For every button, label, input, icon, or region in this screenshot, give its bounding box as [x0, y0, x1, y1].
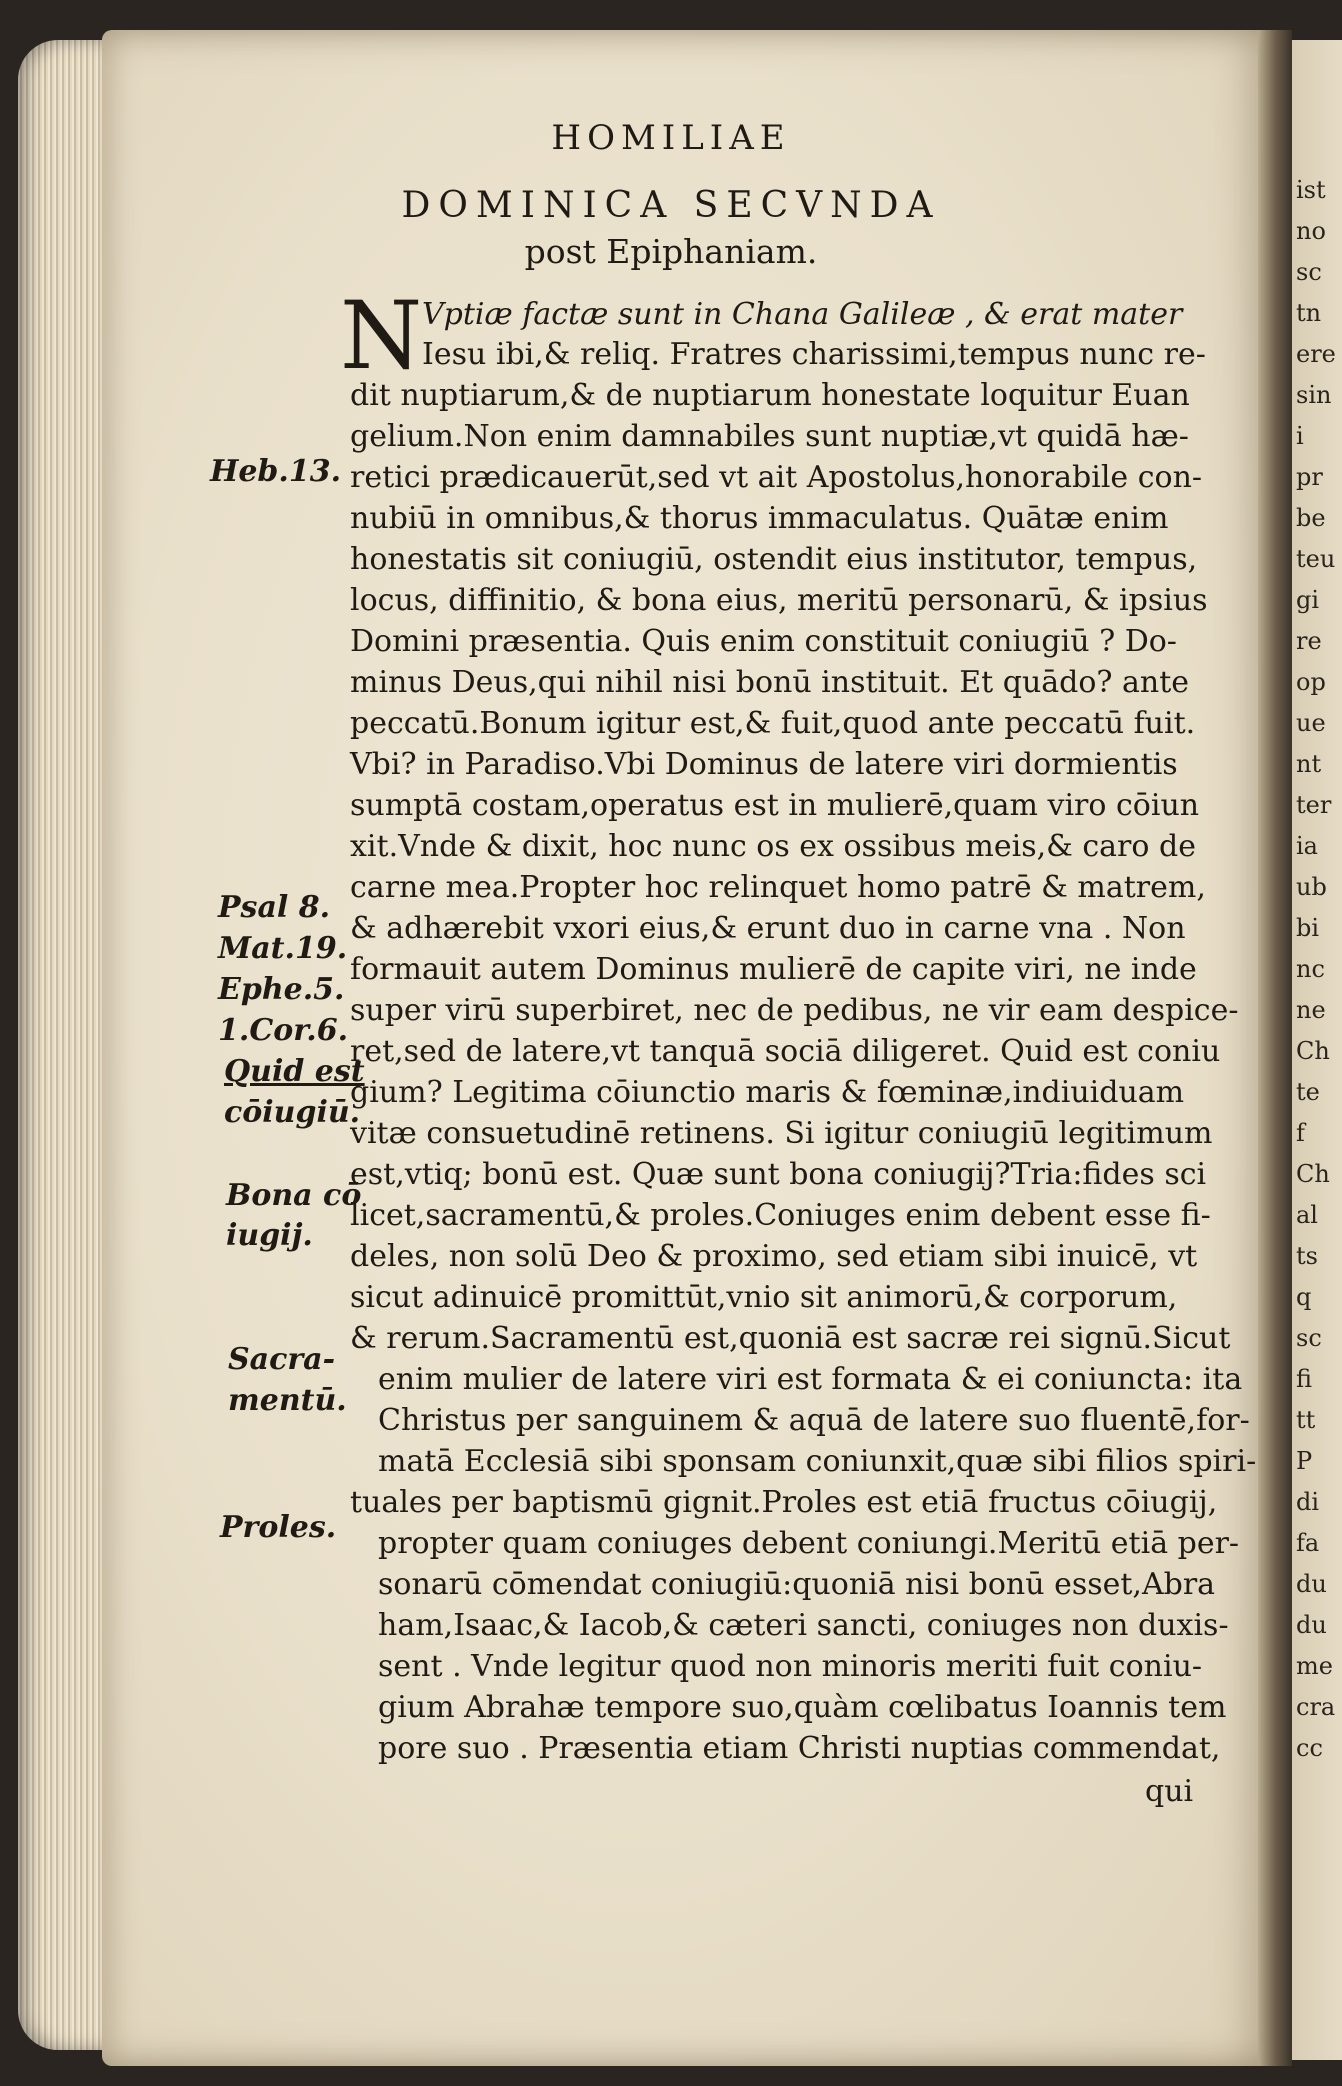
margin-note: cōiugiū.	[224, 1095, 361, 1130]
text-line: honestatis sit coniugiū, ostendit eius institutor, tempus,	[350, 542, 1198, 577]
facing-page-fragment: fi	[1296, 1365, 1313, 1393]
text-line: formauit autem Dominus mulierē de capite viri, ne inde	[350, 952, 1197, 987]
text-line: ret,sed de latere,vt tanquā sociā diligeret. Quid est coniu	[350, 1034, 1221, 1069]
facing-page-fragment: gi	[1296, 586, 1320, 614]
text-line: gelium.Non enim damnabiles sunt nuptiæ,vt quidā hæ-	[350, 419, 1189, 454]
facing-page-fragment: du	[1296, 1570, 1327, 1598]
facing-page-fragment: sin	[1296, 381, 1332, 409]
margin-note: mentū.	[228, 1383, 347, 1418]
text-line: est,vtiq; bonū est. Quæ sunt bona coniugij?Tria:fides sci	[350, 1157, 1207, 1192]
facing-page-fragment: me	[1296, 1652, 1333, 1680]
text-line: super virū superbiret, nec de pedibus, ne vir eam despice-	[350, 993, 1239, 1028]
facing-page-fragment: cc	[1296, 1734, 1323, 1762]
text-line: minus Deus,qui nihil nisi bonū instituit. Et quādo? ante	[350, 665, 1190, 700]
margin-note: Bona cō	[226, 1178, 362, 1213]
text-line: Vptiæ factæ sunt in Chana Galileæ , & erat mater	[422, 297, 1183, 332]
facing-page-fragment: sc	[1296, 258, 1322, 286]
book-gutter	[1258, 30, 1292, 2066]
margin-note: Heb.13.	[210, 454, 342, 489]
text-line: gium? Legitima cōiunctio maris & fœminæ,indiuiduam	[350, 1075, 1185, 1110]
facing-page-fragment: q	[1296, 1283, 1312, 1311]
margin-note: iugij.	[226, 1218, 313, 1253]
facing-page-fragment: Ch	[1296, 1037, 1330, 1065]
facing-page-fragment: op	[1296, 668, 1326, 696]
text-line: gium Abrahæ tempore suo,quàm cœlibatus Ioannis tem	[378, 1690, 1227, 1725]
facing-page-fragment: i	[1296, 422, 1304, 450]
facing-page-fragment: re	[1296, 627, 1322, 655]
text-line: carne mea.Propter hoc relinquet homo patrē & matrem,	[350, 870, 1206, 905]
text-line: sent . Vnde legitur quod non minoris meriti fuit coniu-	[378, 1649, 1203, 1684]
text-line: & adhærebit vxori eius,& erunt duo in carne vna . Non	[350, 911, 1186, 946]
text-line: peccatū.Bonum igitur est,& fuit,quod ante peccatū fuit.	[350, 706, 1196, 741]
facing-page-fragment: ist	[1296, 176, 1326, 204]
text-line: tuales per baptismū gignit.Proles est etiā fructus cōiugij,	[350, 1485, 1218, 1520]
text-line: dit nuptiarum,& de nuptiarum honestate loquitur Euan	[350, 378, 1190, 413]
facing-page-fragment: cra	[1296, 1693, 1336, 1721]
text-line: Domini præsentia. Quis enim constituit coniugiū ? Do-	[350, 624, 1177, 659]
margin-note: Sacra-	[228, 1342, 336, 1377]
text-line: Christus per sanguinem & aquā de latere suo fluentē,for-	[378, 1403, 1250, 1438]
facing-page-fragment: bi	[1296, 914, 1320, 942]
text-line: sonarū cōmendat coniugiū:quoniā nisi bonū esset,Abra	[378, 1567, 1216, 1602]
text-line: enim mulier de latere viri est formata & ei coniuncta: ita	[378, 1362, 1243, 1397]
text-line: retici prædicauerūt,sed vt ait Apostolus,honorabile con-	[350, 460, 1203, 495]
margin-note: Mat.19.	[218, 931, 348, 966]
drop-cap: N	[340, 282, 423, 391]
facing-page-fragment: ia	[1296, 832, 1318, 860]
facing-page-fragment: tt	[1296, 1406, 1316, 1434]
running-head: HOMILIAE	[551, 118, 791, 158]
facing-page-fragment: te	[1296, 1078, 1320, 1106]
facing-page-fragment: no	[1296, 217, 1326, 245]
margin-note: Psal 8.	[218, 890, 331, 925]
margin-note: Quid est	[224, 1054, 365, 1089]
facing-page-fragment: fa	[1296, 1529, 1320, 1557]
facing-page-fragment: f	[1296, 1119, 1305, 1147]
text-line: xit.Vnde & dixit, hoc nunc os ex ossibus meis,& caro de	[350, 829, 1196, 864]
catchword: qui	[1145, 1774, 1194, 1809]
text-line: Vbi? in Paradiso.Vbi Dominus de latere viri dormientis	[350, 747, 1178, 782]
text-line: locus, diffinitio, & bona eius, meritū personarū, & ipsius	[350, 583, 1208, 618]
facing-page-fragment: Ch	[1296, 1160, 1330, 1188]
text-line: & rerum.Sacramentū est,quoniā est sacræ rei signū.Sicut	[350, 1321, 1231, 1356]
facing-page-fragment: ue	[1296, 709, 1326, 737]
facing-page-fragment: al	[1296, 1201, 1318, 1229]
facing-page-fragment: nt	[1296, 750, 1322, 778]
facing-page-fragment: di	[1296, 1488, 1320, 1516]
margin-note: Proles.	[220, 1510, 337, 1545]
facing-page-fragment: pr	[1296, 463, 1323, 491]
text-line: licet,sacramentū,& proles.Coniuges enim debent esse fi-	[350, 1198, 1211, 1233]
text-line: vitæ consuetudinē retinens. Si igitur coniugiū legitimum	[350, 1116, 1213, 1151]
facing-page-fragment: nc	[1296, 955, 1325, 983]
facing-page-fragment: P	[1296, 1447, 1313, 1475]
facing-page-fragment: ub	[1296, 873, 1327, 901]
facing-page-fragment: ne	[1296, 996, 1326, 1024]
text-line: pore suo . Præsentia etiam Christi nuptias commendat,	[378, 1731, 1221, 1766]
text-line: propter quam coniuges debent coniungi.Meritū etiā per-	[378, 1526, 1240, 1561]
facing-page-fragment: be	[1296, 504, 1326, 532]
text-line: sumptā costam,operatus est in mulierē,quam viro cōiun	[350, 788, 1200, 823]
margin-note: Ephe.5.	[218, 972, 345, 1007]
homily-title: DOMINICA SECVNDA	[401, 185, 941, 226]
facing-page-fragment: ere	[1296, 340, 1336, 368]
text-line: deles, non solū Deo & proximo, sed etiam sibi inuicē, vt	[350, 1239, 1198, 1274]
text-line: matā Ecclesiā sibi sponsam coniunxit,quæ sibi filios spiri-	[378, 1444, 1257, 1479]
facing-page-fragment: ts	[1296, 1242, 1318, 1270]
facing-page-fragment: sc	[1296, 1324, 1322, 1352]
text-line: Iesu ibi,& reliq. Fratres charissimi,tempus nunc re-	[422, 337, 1206, 372]
homily-subtitle: post Epiphaniam.	[524, 232, 818, 271]
facing-page-fragment: teu	[1296, 545, 1336, 573]
facing-page-edge	[1292, 40, 1342, 2060]
margin-note: 1.Cor.6.	[218, 1013, 349, 1048]
facing-page-fragment: du	[1296, 1611, 1327, 1639]
facing-page-fragment: ter	[1296, 791, 1332, 819]
text-line: sicut adinuicē promittūt,vnio sit animorū,& corporum,	[350, 1280, 1178, 1315]
text-line: ham,Isaac,& Iacob,& cæteri sancti, coniuges non duxis-	[378, 1608, 1229, 1643]
facing-page-fragment: tn	[1296, 299, 1322, 327]
text-line: nubiū in omnibus,& thorus immaculatus. Quātæ enim	[350, 501, 1169, 536]
